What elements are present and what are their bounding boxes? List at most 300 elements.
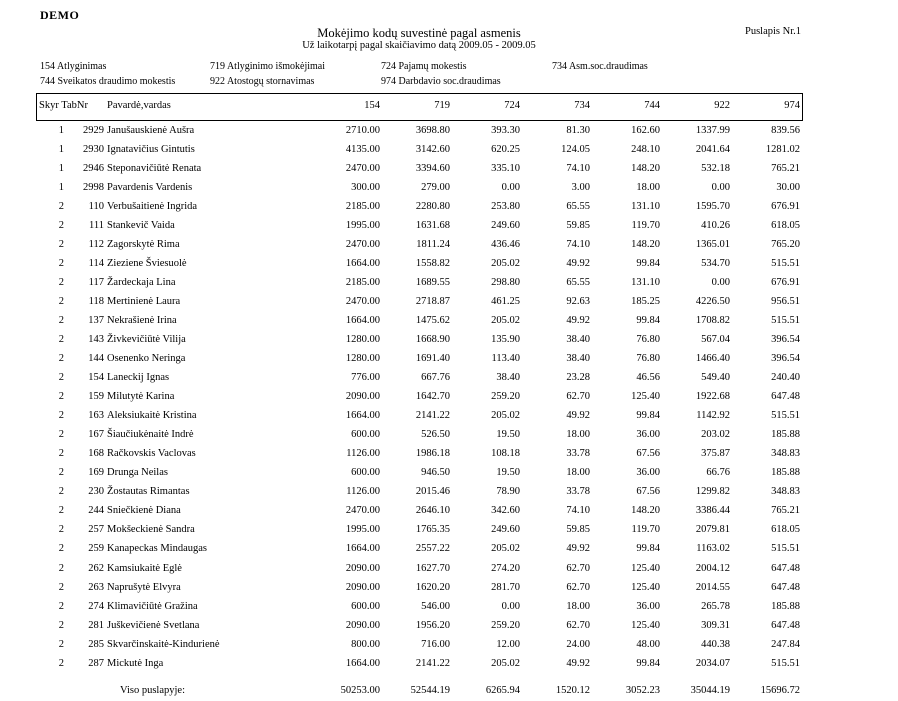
cell-974: 515.51	[771, 410, 800, 422]
cell-tabnr: 285	[88, 638, 104, 650]
cell-skyr: 2	[58, 277, 64, 289]
cell-719: 1558.82	[415, 258, 450, 270]
cell-724: 38.40	[496, 372, 520, 384]
cell-154: 776.00	[351, 372, 380, 384]
cell-name: Verbušaitienė Ingrida	[107, 201, 198, 213]
column-header-719: 719	[434, 100, 450, 111]
cell-skyr: 2	[58, 201, 64, 213]
cell-skyr: 1	[58, 125, 64, 136]
column-header-974: 974	[784, 100, 800, 111]
table-row	[0, 429, 898, 448]
cell-922: 1595.70	[695, 201, 730, 213]
cell-734: 65.55	[566, 277, 590, 289]
cell-974: 765.21	[771, 163, 800, 174]
cell-734: 3.00	[571, 182, 590, 194]
column-header-724: 724	[504, 100, 520, 111]
cell-tabnr: 168	[88, 448, 104, 460]
cell-974: 185.88	[771, 429, 800, 441]
cell-744: 148.20	[631, 505, 660, 517]
cell-734: 18.00	[566, 467, 590, 479]
table-row	[0, 315, 898, 334]
cell-922: 375.87	[701, 448, 730, 460]
cell-744: 36.00	[636, 429, 660, 441]
table-row	[0, 258, 898, 277]
cell-974: 676.91	[771, 201, 800, 213]
cell-tabnr: 244	[88, 505, 104, 517]
cell-974: 618.05	[771, 220, 800, 232]
cell-154: 800.00	[351, 638, 380, 650]
cell-724: 298.80	[491, 277, 520, 289]
cell-744: 18.00	[636, 182, 660, 194]
cell-724: 205.02	[491, 543, 520, 555]
cell-724: 205.02	[491, 258, 520, 270]
cell-154: 1664.00	[345, 657, 380, 669]
cell-154: 2710.00	[345, 125, 380, 136]
cell-974: 647.48	[771, 581, 800, 593]
cell-724: 78.90	[496, 486, 520, 498]
cell-724: 113.40	[491, 353, 520, 365]
cell-tabnr: 274	[88, 600, 104, 612]
cell-744: 248.10	[631, 144, 660, 155]
total-922: 35044.19	[690, 685, 730, 696]
cell-154: 1280.00	[345, 353, 380, 365]
cell-skyr: 2	[58, 296, 64, 308]
cell-154: 600.00	[351, 600, 380, 612]
page-number: Puslapis Nr.1	[744, 26, 801, 37]
total-154: 50253.00	[340, 685, 380, 696]
cell-922: 2034.07	[695, 657, 730, 669]
cell-name: Mickutė Inga	[107, 657, 164, 669]
cell-974: 1281.02	[765, 144, 800, 155]
cell-724: 0.00	[501, 600, 520, 612]
cell-724: 274.20	[491, 562, 520, 574]
table-row	[0, 639, 898, 658]
cell-skyr: 2	[58, 334, 64, 346]
cell-744: 67.56	[636, 448, 660, 460]
cell-skyr: 2	[58, 619, 64, 631]
cell-skyr: 2	[58, 391, 64, 403]
cell-734: 62.70	[566, 391, 590, 403]
cell-skyr: 2	[58, 524, 64, 536]
cell-tabnr: 281	[88, 619, 104, 631]
table-row	[0, 353, 898, 372]
cell-skyr: 2	[58, 315, 64, 327]
cell-734: 59.85	[566, 524, 590, 536]
report-subtitle: Už laikotarpį pagal skaičiavimo datą 2009.05 - 2009.05	[302, 40, 536, 51]
cell-name: Kamsiukaitė Eglė	[107, 562, 182, 574]
cell-922: 1163.02	[696, 543, 730, 555]
table-row	[0, 524, 898, 543]
cell-tabnr: 163	[88, 410, 104, 422]
cell-719: 3142.60	[415, 144, 450, 155]
cell-name: Steponavičiūtė Renata	[107, 163, 202, 174]
legend-item: 719 Atlyginimo išmokėjimai	[210, 61, 325, 72]
cell-974: 247.84	[771, 638, 800, 650]
total-label: Viso puslapyje:	[120, 685, 185, 696]
cell-744: 131.10	[631, 277, 660, 289]
cell-744: 67.56	[636, 486, 660, 498]
cell-724: 259.20	[491, 391, 520, 403]
cell-724: 249.60	[491, 524, 520, 536]
table-row	[0, 505, 898, 524]
cell-skyr: 2	[58, 353, 64, 365]
cell-719: 2557.22	[415, 543, 450, 555]
table-row	[0, 372, 898, 391]
cell-719: 1956.20	[415, 619, 450, 631]
cell-skyr: 2	[58, 467, 64, 479]
cell-154: 1126.00	[346, 486, 380, 498]
cell-734: 59.85	[566, 220, 590, 232]
cell-744: 36.00	[636, 600, 660, 612]
cell-744: 125.40	[631, 619, 660, 631]
cell-744: 162.60	[631, 125, 660, 136]
cell-skyr: 2	[58, 448, 64, 460]
cell-974: 647.48	[771, 391, 800, 403]
cell-922: 549.40	[701, 372, 730, 384]
cell-skyr: 2	[58, 410, 64, 422]
cell-154: 2185.00	[345, 277, 380, 289]
cell-tabnr: 259	[88, 543, 104, 555]
cell-tabnr: 144	[88, 353, 104, 365]
total-974: 15696.72	[760, 685, 800, 696]
table-row	[0, 201, 898, 220]
table-row	[0, 391, 898, 410]
cell-922: 2004.12	[695, 562, 730, 574]
cell-922: 2041.64	[695, 144, 730, 155]
cell-724: 205.02	[491, 657, 520, 669]
cell-154: 1664.00	[345, 410, 380, 422]
cell-tabnr: 111	[89, 220, 104, 232]
cell-tabnr: 2998	[83, 182, 104, 194]
cell-tabnr: 287	[88, 657, 104, 669]
cell-tabnr: 154	[88, 372, 104, 384]
cell-744: 46.56	[636, 372, 660, 384]
cell-974: 240.40	[771, 372, 800, 384]
cell-154: 2090.00	[345, 562, 380, 574]
cell-724: 281.70	[491, 581, 520, 593]
legend-item: 734 Asm.soc.draudimas	[552, 61, 648, 72]
cell-724: 19.50	[496, 429, 520, 441]
cell-744: 125.40	[631, 581, 660, 593]
cell-name: Janušauskienė Aušra	[107, 125, 195, 136]
cell-tabnr: 117	[88, 277, 104, 289]
legend-item: 922 Atostogų stornavimas	[210, 76, 315, 87]
table-row	[0, 658, 898, 677]
report-title: Mokėjimo kodų suvestinė pagal asmenis	[317, 26, 521, 40]
cell-734: 62.70	[566, 619, 590, 631]
cell-922: 2014.55	[695, 581, 730, 593]
cell-724: 335.10	[491, 163, 520, 174]
cell-922: 440.38	[701, 638, 730, 650]
cell-tabnr: 159	[88, 391, 104, 403]
cell-744: 119.70	[631, 524, 660, 536]
cell-922: 3386.44	[695, 505, 730, 517]
cell-name: Mertinienė Laura	[107, 296, 181, 308]
cell-tabnr: 143	[88, 334, 104, 346]
legend-item: 974 Darbdavio soc.draudimas	[381, 76, 501, 87]
cell-name: Račkovskis Vaclovas	[107, 448, 196, 460]
cell-name: Drunga Neilas	[107, 467, 168, 479]
cell-724: 135.90	[491, 334, 520, 346]
cell-734: 33.78	[566, 448, 590, 460]
cell-154: 2090.00	[345, 581, 380, 593]
cell-724: 436.46	[491, 239, 520, 251]
cell-734: 18.00	[566, 600, 590, 612]
cell-724: 205.02	[491, 410, 520, 422]
cell-744: 131.10	[631, 201, 660, 213]
cell-724: 108.18	[491, 448, 520, 460]
cell-922: 4226.50	[695, 296, 730, 308]
cell-154: 2090.00	[345, 619, 380, 631]
cell-744: 76.80	[636, 353, 660, 365]
cell-724: 249.60	[491, 220, 520, 232]
cell-744: 99.84	[636, 543, 660, 555]
table-row	[0, 334, 898, 353]
cell-734: 74.10	[566, 163, 590, 174]
table-row	[0, 277, 898, 296]
cell-922: 532.18	[701, 163, 730, 174]
cell-name: Kanapeckas Mindaugas	[107, 543, 208, 555]
total-744: 3052.23	[625, 685, 660, 696]
cell-skyr: 2	[58, 505, 64, 517]
cell-tabnr: 110	[88, 201, 104, 213]
cell-734: 49.92	[566, 543, 590, 555]
cell-skyr: 2	[58, 372, 64, 384]
cell-734: 33.78	[566, 486, 590, 498]
cell-974: 765.21	[771, 505, 800, 517]
column-header-name: Pavardė,vardas	[107, 100, 171, 111]
cell-154: 600.00	[351, 429, 380, 441]
cell-922: 1466.40	[695, 353, 730, 365]
cell-tabnr: 114	[88, 258, 104, 270]
cell-724: 0.00	[501, 182, 520, 194]
cell-719: 1765.35	[415, 524, 450, 536]
cell-744: 125.40	[631, 562, 660, 574]
cell-name: Naprušytė Elvyra	[107, 581, 181, 593]
cell-974: 618.05	[771, 524, 800, 536]
legend-item: 154 Atlyginimas	[40, 61, 107, 72]
cell-skyr: 1	[58, 163, 64, 174]
cell-154: 2185.00	[345, 201, 380, 213]
cell-name: Zagorskytė Rima	[107, 239, 180, 251]
cell-154: 2090.00	[345, 391, 380, 403]
cell-name: Milutytė Karina	[107, 391, 175, 403]
cell-974: 185.88	[771, 467, 800, 479]
cell-name: Žostautas Rimantas	[107, 486, 190, 498]
cell-922: 1142.92	[696, 410, 730, 422]
cell-skyr: 2	[58, 638, 64, 650]
cell-name: Žardeckaja Lina	[107, 277, 176, 289]
cell-719: 946.50	[421, 467, 450, 479]
cell-name: Nekrašienė Irina	[107, 315, 177, 327]
table-row	[0, 486, 898, 505]
cell-skyr: 2	[58, 600, 64, 612]
table-row	[0, 182, 898, 201]
cell-974: 30.00	[776, 182, 800, 194]
cell-974: 765.20	[771, 239, 800, 251]
cell-skyr: 2	[58, 486, 64, 498]
cell-154: 2470.00	[345, 163, 380, 174]
cell-744: 148.20	[631, 239, 660, 251]
cell-734: 18.00	[566, 429, 590, 441]
cell-tabnr: 257	[88, 524, 104, 536]
cell-skyr: 2	[58, 581, 64, 593]
cell-974: 515.51	[771, 258, 800, 270]
cell-719: 546.00	[421, 600, 450, 612]
cell-719: 2646.10	[415, 505, 450, 517]
cell-744: 99.84	[636, 315, 660, 327]
cell-719: 3394.60	[415, 163, 450, 174]
cell-734: 74.10	[566, 239, 590, 251]
cell-744: 48.00	[636, 638, 660, 650]
cell-922: 203.02	[701, 429, 730, 441]
cell-154: 1664.00	[345, 258, 380, 270]
cell-719: 716.00	[421, 638, 450, 650]
cell-tabnr: 118	[88, 296, 104, 308]
table-row	[0, 410, 898, 429]
cell-734: 38.40	[566, 353, 590, 365]
cell-name: Mokšeckienė Sandra	[107, 524, 195, 536]
cell-922: 1337.99	[695, 125, 730, 136]
cell-734: 49.92	[566, 258, 590, 270]
cell-734: 92.63	[566, 296, 590, 308]
cell-154: 1995.00	[345, 524, 380, 536]
legend-item: 744 Sveikatos draudimo mokestis	[40, 76, 176, 87]
total-724: 6265.94	[485, 685, 520, 696]
demo-watermark: DEMO	[40, 8, 80, 22]
cell-154: 1280.00	[345, 334, 380, 346]
cell-922: 2079.81	[695, 524, 730, 536]
cell-skyr: 2	[58, 220, 64, 232]
cell-skyr: 2	[58, 543, 64, 555]
cell-skyr: 2	[58, 258, 64, 270]
cell-922: 1299.82	[695, 486, 730, 498]
cell-922: 0.00	[711, 277, 730, 289]
cell-744: 76.80	[636, 334, 660, 346]
cell-974: 515.51	[771, 657, 800, 669]
cell-734: 62.70	[566, 562, 590, 574]
table-row	[0, 620, 898, 639]
column-header-154: 154	[364, 100, 380, 111]
cell-974: 647.48	[771, 619, 800, 631]
cell-name: Sniečkienė Diana	[107, 505, 181, 517]
legend-item: 724 Pajamų mokestis	[381, 61, 467, 72]
cell-154: 300.00	[351, 182, 380, 194]
cell-name: Pavardenis Vardenis	[107, 182, 193, 194]
cell-724: 12.00	[496, 638, 520, 650]
cell-154: 4135.00	[345, 144, 380, 155]
table-row	[0, 467, 898, 486]
table-row	[0, 125, 898, 144]
cell-734: 65.55	[566, 201, 590, 213]
cell-719: 279.00	[421, 182, 450, 194]
cell-tabnr: 167	[88, 429, 104, 441]
cell-719: 1620.20	[415, 581, 450, 593]
table-row	[0, 239, 898, 258]
cell-724: 19.50	[496, 467, 520, 479]
cell-154: 1664.00	[345, 315, 380, 327]
table-row	[0, 448, 898, 467]
column-header-922: 922	[714, 100, 730, 111]
cell-154: 2470.00	[345, 239, 380, 251]
cell-744: 99.84	[636, 657, 660, 669]
column-header-734: 734	[574, 100, 590, 111]
cell-719: 3698.80	[415, 125, 450, 136]
cell-tabnr: 230	[88, 486, 104, 498]
cell-154: 600.00	[351, 467, 380, 479]
table-row	[0, 296, 898, 315]
cell-734: 24.00	[566, 638, 590, 650]
cell-974: 396.54	[771, 334, 800, 346]
cell-744: 36.00	[636, 467, 660, 479]
column-header-skyr-tabnr: Skyr TabNr	[39, 100, 88, 111]
cell-name: Zieziene Šviesuolė	[107, 258, 187, 270]
cell-724: 620.25	[491, 144, 520, 155]
cell-tabnr: 112	[88, 239, 104, 251]
cell-skyr: 2	[58, 239, 64, 251]
cell-724: 393.30	[491, 125, 520, 136]
table-row	[0, 563, 898, 582]
cell-974: 839.56	[771, 125, 800, 136]
table-row	[0, 220, 898, 239]
table-row	[0, 543, 898, 562]
total-719: 52544.19	[410, 685, 450, 696]
cell-719: 1691.40	[415, 353, 450, 365]
cell-719: 1668.90	[415, 334, 450, 346]
cell-tabnr: 2930	[83, 144, 104, 155]
cell-744: 99.84	[636, 410, 660, 422]
cell-719: 1627.70	[415, 562, 450, 574]
cell-719: 2141.22	[415, 410, 450, 422]
cell-922: 265.78	[701, 600, 730, 612]
cell-734: 49.92	[566, 410, 590, 422]
cell-name: Klimavičiūtė Gražina	[107, 600, 198, 612]
cell-724: 253.80	[491, 201, 520, 213]
cell-974: 396.54	[771, 353, 800, 365]
cell-734: 62.70	[566, 581, 590, 593]
cell-734: 23.28	[566, 372, 590, 384]
cell-skyr: 2	[58, 657, 64, 669]
cell-skyr: 2	[58, 562, 64, 574]
cell-922: 1365.01	[695, 239, 730, 251]
cell-734: 74.10	[566, 505, 590, 517]
cell-719: 1631.68	[415, 220, 450, 232]
cell-name: Laneckij Ignas	[107, 372, 170, 384]
cell-skyr: 2	[58, 429, 64, 441]
cell-922: 66.76	[706, 467, 730, 479]
cell-tabnr: 263	[88, 581, 104, 593]
cell-922: 1708.82	[695, 315, 730, 327]
cell-724: 259.20	[491, 619, 520, 631]
column-header-744: 744	[644, 100, 660, 111]
cell-974: 676.91	[771, 277, 800, 289]
cell-name: Skvarčinskaitė-Kindurienė	[107, 638, 220, 650]
cell-skyr: 1	[58, 182, 64, 194]
cell-719: 1986.18	[415, 448, 450, 460]
cell-734: 81.30	[566, 125, 590, 136]
cell-name: Aleksiukaitė Kristina	[107, 410, 197, 422]
cell-734: 124.05	[561, 144, 590, 155]
cell-734: 49.92	[566, 657, 590, 669]
cell-922: 534.70	[701, 258, 730, 270]
cell-719: 667.76	[421, 372, 450, 384]
cell-974: 348.83	[771, 486, 800, 498]
cell-744: 125.40	[631, 391, 660, 403]
table-row	[0, 144, 898, 163]
cell-719: 2141.22	[415, 657, 450, 669]
table-row	[0, 601, 898, 620]
cell-719: 526.50	[421, 429, 450, 441]
